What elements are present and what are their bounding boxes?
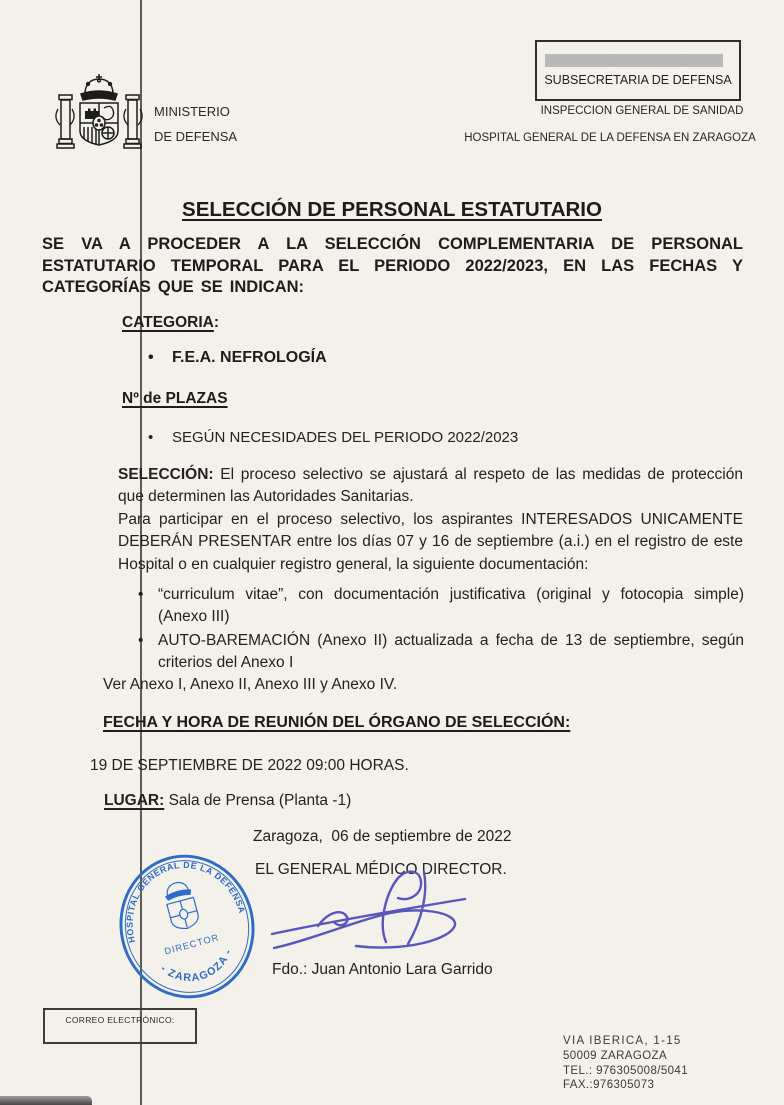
correo-electronico-box	[43, 1008, 197, 1044]
signer-name: Fdo.: Juan Antonio Lara Garrido	[272, 961, 493, 978]
address-line: FAX.:976305073	[563, 1079, 655, 1092]
categoria-item-text: F.E.A. NEFROLOGÍA	[172, 349, 327, 366]
ministry-line1: MINISTERIO	[154, 104, 230, 119]
director-signature	[258, 868, 476, 966]
lugar-line	[104, 792, 351, 810]
doc-item-text: “curriculum vitae”, con documentación justificativa (original y fotocopia simple) (Anexo III)	[158, 586, 744, 625]
doc-item-text: AUTO-BAREMACIÓN (Anexo II) actualizada a fecha de 13 de septiembre, según criterios del Anexo I	[158, 632, 744, 671]
categoria-heading	[122, 314, 219, 332]
fecha-value: 19 DE SEPTIEMBRE DE 2022 09:00 HORAS.	[90, 757, 409, 774]
categoria-heading-text: CATEGORIA	[122, 314, 214, 331]
ministry-line2: DE DEFENSA	[154, 129, 238, 144]
bullet-icon: •	[138, 632, 144, 649]
stamp-coat-of-arms-icon	[162, 879, 201, 932]
address-line: 50009 ZARAGOZA	[563, 1049, 668, 1062]
hospital-line: HOSPITAL GENERAL DE LA DEFENSA EN ZARAGOZA	[464, 132, 756, 144]
ver-anexos-line: Ver Anexo I, Anexo II, Anexo III y Anexo IV.	[103, 676, 398, 693]
plazas-item	[148, 429, 518, 446]
signer-title: EL GENERAL MÉDICO DIRECTOR.	[255, 861, 507, 878]
list-item	[138, 630, 744, 673]
categoria-colon: :	[213, 314, 220, 331]
lugar-value: Sala de Prensa (Planta -1)	[164, 792, 352, 809]
inspeccion-line: INSPECCION GENERAL DE SANIDAD	[540, 105, 744, 117]
seleccion-paragraph	[118, 464, 743, 576]
lugar-label: LUGAR:	[104, 792, 165, 809]
fecha-heading-text: FECHA Y HORA DE REUNIÓN DEL ÓRGANO DE SELECCIÓN:	[103, 714, 571, 731]
bullet-icon: •	[138, 586, 144, 603]
categoria-item	[148, 349, 327, 367]
date-line: Zaragoza, 06 de septiembre de 2022	[253, 828, 512, 845]
participar-sentence: Para participar en el proceso selectivo, los aspirantes INTERESADOS UNICAMENTE DEBERÁN PRESENTAR entre los días 07 y 16 de septiembre (a.i.) en el registro de este Hospital o en cualquier registro general, la siguiente documentación:	[118, 510, 743, 573]
correo-label: CORREO ELECTRÓNICO:	[65, 1015, 175, 1025]
seleccion-sentence	[118, 464, 743, 509]
scan-corner-artifact	[0, 1096, 92, 1105]
subsecretaria-box	[535, 40, 741, 101]
seleccion-text: El proceso selectivo se ajustará al respeto de las medidas de protección que determinen las Autoridades Sanitarias.	[118, 466, 743, 506]
plazas-item-text: SEGÚN NECESIDADES DEL PERIODO 2022/2023	[172, 429, 519, 446]
plazas-heading-text: Nº de PLAZAS	[122, 390, 228, 407]
plazas-heading	[122, 390, 228, 408]
seleccion-label: SELECCIÓN:	[118, 466, 214, 483]
subsecretaria-label: SUBSECRETARIA DE DEFENSA	[544, 73, 732, 87]
stamp-inner-text: DIRECTOR	[163, 932, 221, 957]
svg-text:HOSPITAL GENERAL DE LA DEFENSA	[113, 851, 247, 944]
address-line: TEL.: 976305008/5041	[563, 1064, 689, 1077]
list-item	[138, 584, 744, 627]
ministry-name	[154, 99, 237, 149]
hospital-director-stamp	[113, 851, 261, 1003]
intro-paragraph: SE VA A PROCEDER A LA SELECCIÓN COMPLEMENTARIA DE PERSONAL ESTATUTARIO TEMPORAL PARA EL PERIODO 2022/2023, EN LAS FECHAS Y CATEGORÍAS QUE SE INDICAN:	[42, 235, 743, 296]
bullet-icon: •	[148, 349, 154, 366]
spain-coat-of-arms-icon	[54, 73, 144, 167]
document-title	[0, 198, 784, 222]
bullet-icon: •	[148, 429, 154, 446]
stamp-arc-top-text: HOSPITAL GENERAL DE LA DEFENSA	[124, 859, 248, 944]
redacted-bar	[545, 54, 723, 67]
fecha-heading	[103, 714, 570, 732]
document-title-text: SELECCIÓN DE PERSONAL ESTATUTARIO	[182, 198, 602, 221]
footer-address	[563, 1034, 688, 1093]
documentation-list	[138, 584, 744, 676]
stamp-arc-bottom-text: - ZARAGOZA -	[158, 946, 235, 985]
address-line: VIA IBERICA, 1-15	[563, 1035, 682, 1047]
